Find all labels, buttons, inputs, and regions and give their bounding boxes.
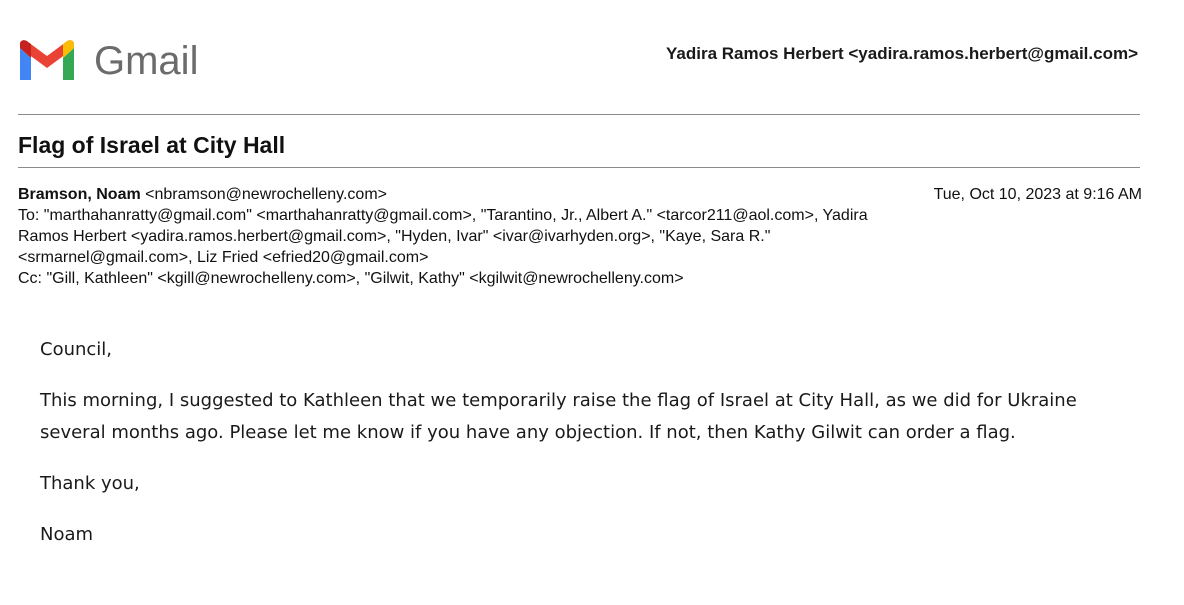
sender-name: Bramson, Noam xyxy=(18,186,141,203)
print-header xyxy=(0,0,1184,110)
header-divider xyxy=(18,114,1140,115)
email-subject: Flag of Israel at City Hall xyxy=(18,132,286,158)
greeting: Council, xyxy=(40,339,113,360)
gmail-m-icon xyxy=(16,40,78,84)
sender-email: <nbramson@newrochelleny.com> xyxy=(145,186,387,203)
to-line: <srmarnel@gmail.com>, Liz Fried <efried20@gmail.com> xyxy=(18,249,429,266)
gmail-wordmark: Gmail xyxy=(94,39,199,83)
closing: Thank you, xyxy=(40,473,140,494)
body-paragraph: This morning, I suggested to Kathleen that we temporarily raise the flag of Israel at City Hall, as we did for Ukraine several months ago. Please let me know if you have any objection. If not, then Kathy Gilwit can order a flag. xyxy=(40,390,1077,443)
to-line: Ramos Herbert <yadira.ramos.herbert@gmail.com>, "Hyden, Ivar" <ivar@ivarhyden.org>, "Kaye, Sara R." xyxy=(18,228,771,245)
subject-divider xyxy=(18,167,1140,168)
message-date: Tue, Oct 10, 2023 at 9:16 AM xyxy=(933,186,1142,203)
to-recipients xyxy=(18,205,1118,268)
to-line: To: "marthahanratty@gmail.com" <marthahanratty@gmail.com>, "Tarantino, Jr., Albert A." <tarcor211@aol.com>, Yadira xyxy=(18,207,868,224)
message-meta xyxy=(18,184,1142,289)
signature: Noam xyxy=(40,524,94,545)
account-name: Yadira Ramos Herbert <yadira.ramos.herbert@gmail.com> xyxy=(666,44,1138,63)
cc-recipients: Cc: "Gill, Kathleen" <kgill@newrochelleny.com>, "Gilwit, Kathy" <kgilwit@newrochelleny.com> xyxy=(18,270,684,287)
sender-row xyxy=(18,184,1142,205)
message-body xyxy=(40,334,1120,570)
